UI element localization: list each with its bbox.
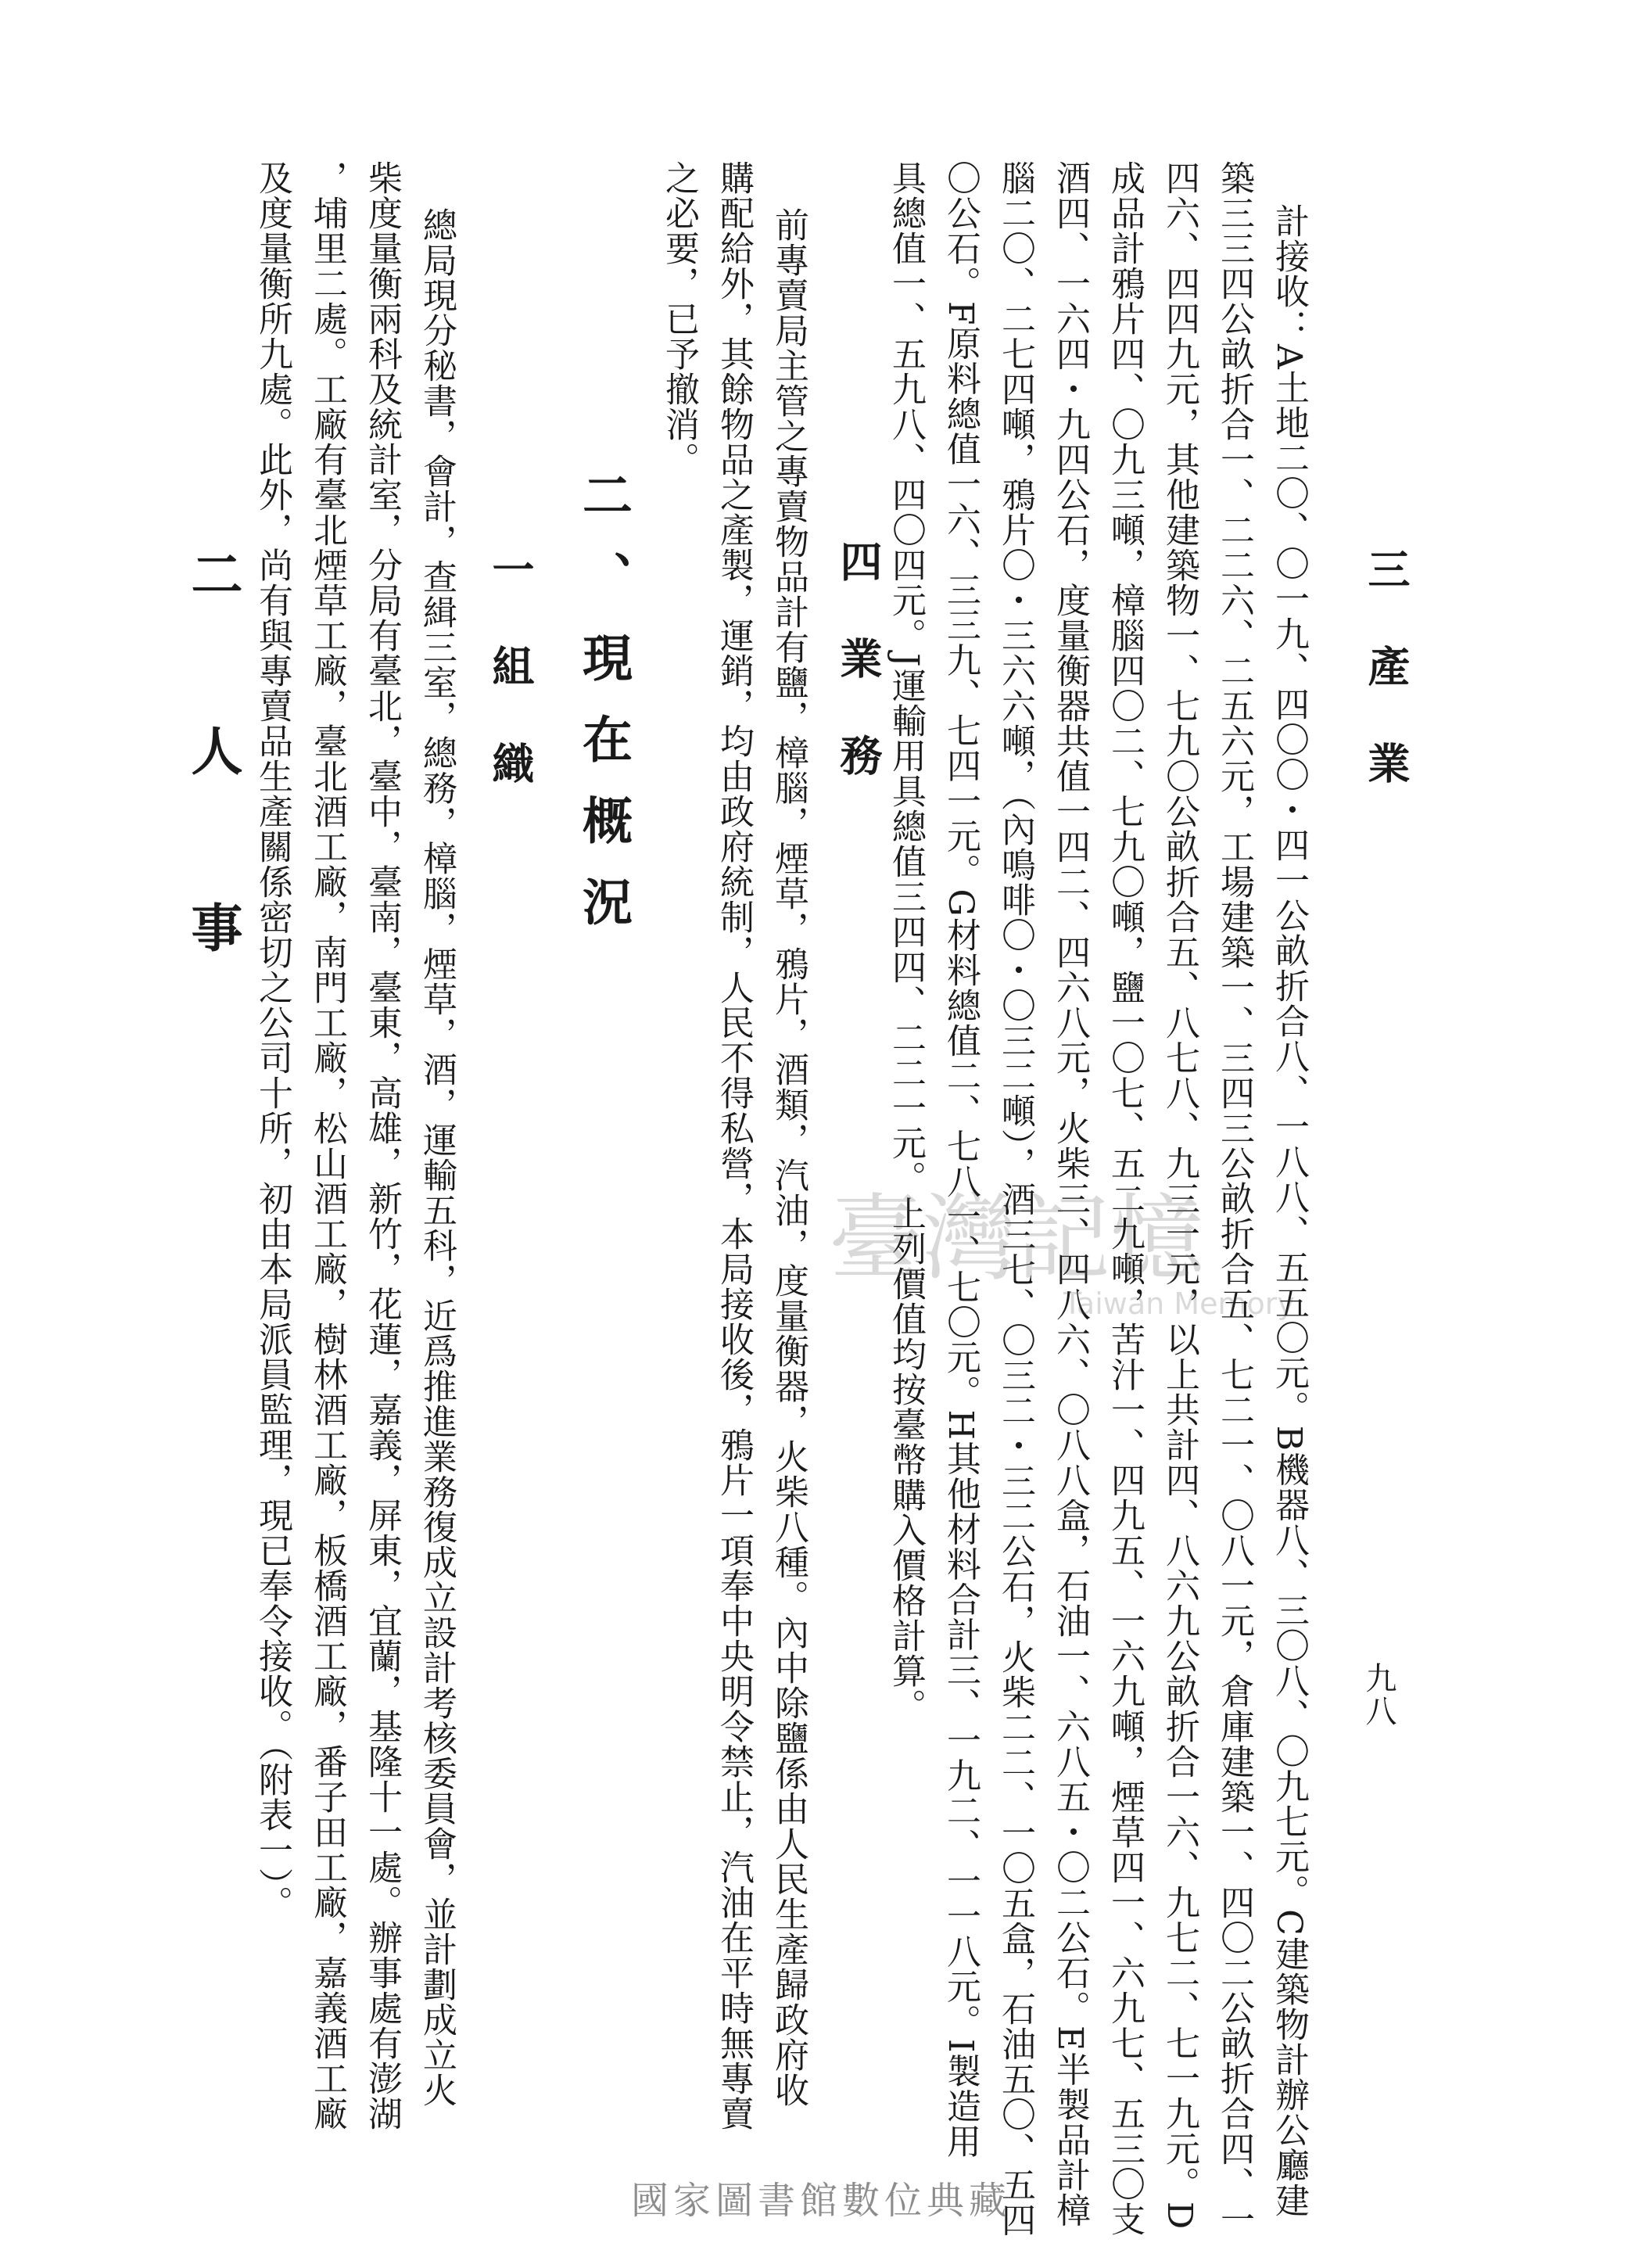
body-line: 具總值一、五九八、四〇四元。J運輸用具總值三四四、二二一元。上列價值均按臺幣購入價格計算。 bbox=[886, 160, 926, 1724]
watermark-text-cn: 臺灣記憶 bbox=[829, 1185, 1204, 1294]
body-line: 築三三四公畝折合一、二二六、二五六元，工場建築一、三四三公畝折合五、七二一、〇八一元，倉庫建築一、四〇二公畝折合四、一 bbox=[1214, 160, 1254, 2237]
chapter-heading-current-status: 二、現在概況 bbox=[574, 469, 633, 957]
body-line: 前專賣局主管之專賣物品計有鹽，樟腦，煙草，鴉片，酒類，汽油，度量衡器，火柴八種。內中除鹽係由人民生產歸政府收 bbox=[769, 207, 808, 2108]
watermark-text-en: Taiwan Memory bbox=[1063, 1287, 1295, 1321]
subsection-heading-organization: 一組織 bbox=[486, 547, 536, 838]
body-line: 腦二〇、二七四噸，鴉片〇・三六六噸，（內鳴啡〇・〇三二噸），酒三七、〇三二・三二公石，火柴二二、一〇五盒，石油五〇、五四 bbox=[995, 160, 1035, 2237]
page-number: 九八 bbox=[1361, 1662, 1396, 1728]
section-heading-business: 四業務 bbox=[834, 540, 884, 831]
body-line: ，埔里二處。工廠有臺北煙草工廠，臺北酒工廠，南門工廠，松山酒工廠，樹林酒工廠，板橋酒工廠，番子田工廠，嘉義酒工廠 bbox=[307, 160, 347, 2131]
body-line: 購配給外，其餘物品之產製，運銷，均由政府統制，人民不得私營，本局接收後，鴉片一項奉中央明令禁止，汽油在平時無專賣 bbox=[714, 160, 754, 2131]
body-line: 〇公石。F原料總值一六、三三九、七四一元。G材料總值二、七八一、七〇元。H其他材料合計三、一九二、一一八元。I製造用 bbox=[941, 160, 981, 2159]
body-line: 四六、四四九元，其他建築物一、七九〇公畝折合五、八七八、九三一元，以上共計四、八六九公畝折合一六、九七二、七一九元。D bbox=[1160, 160, 1199, 2230]
body-line: 柴度量衡兩科及統計室，分局有臺北，臺中，臺南，臺東，高雄，新竹，花蓮，嘉義，屏東，宜蘭，基隆十一處。辦事處有澎湖 bbox=[362, 160, 402, 2131]
body-line: 之必要，已予撤消。 bbox=[659, 160, 699, 477]
body-line: 總局現分秘書，會計，查緝三室，總務，樟腦，煙草，酒，運輸五科，近爲推進業務復成立設計考核委員會，並計劃成立火 bbox=[417, 207, 457, 2108]
body-line: 酒四、一六四・九四公石，度量衡器共值一四二、四六八元，火柴三、四八六、〇八八盒，石油一、六八五・〇二公石。E半製品計樟 bbox=[1050, 160, 1090, 2228]
body-line: 計接收：A土地二〇、〇一九、四〇〇・四一公畝折合八、一八八、五五〇元。B機器八、三〇八、〇九七元。C建築物計辦公廳建 bbox=[1269, 203, 1309, 2218]
subsection-heading-personnel: 二人事 bbox=[182, 547, 243, 1078]
section-heading-industry: 三產業 bbox=[1361, 547, 1411, 838]
body-line: 成品計鴉片四、〇九三噸，樟腦四〇二、七九〇噸，鹽一〇七、五二九噸，苦汁一、四九五、一六九噸，煙草四一、六九七、五三〇支 bbox=[1105, 160, 1145, 2237]
footer-library-credit: 國家圖書館數位典藏 bbox=[630, 2179, 1011, 2223]
body-line: 及度量衡所九處。此外，尚有與專賣品生產關係密切之公司十所，初由本局派員監理，現已奉令接收。（附表一）。 bbox=[253, 160, 292, 1921]
